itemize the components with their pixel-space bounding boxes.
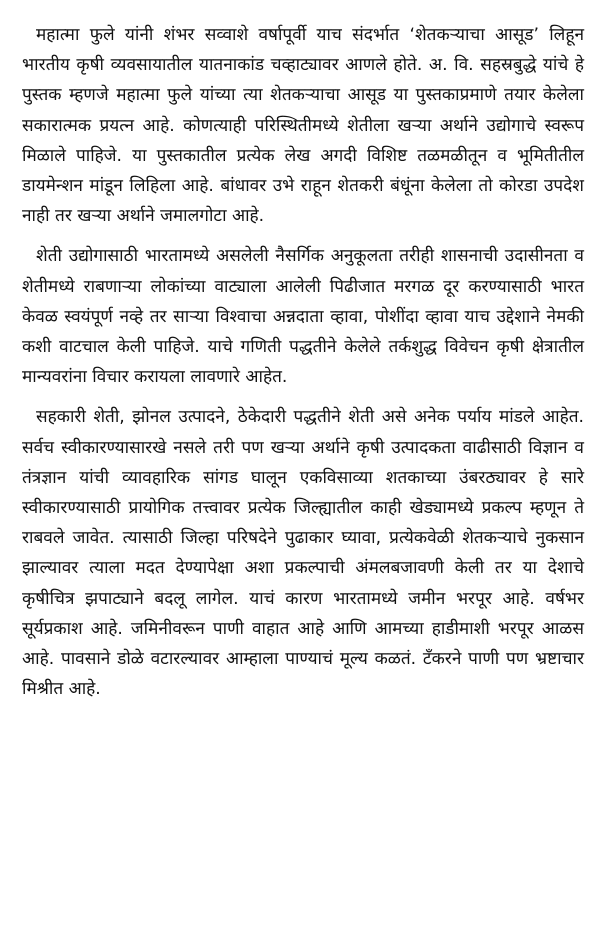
paragraph-text: शेती उद्योगासाठी भारतामध्ये असलेली नैसर्गिक अनुकूलता तरीही शासनाची उदासीनता व शेतीमध्ये राबणाऱ्या लोकांच्या वाट्याला आलेली पिढीजात मरगळ दूर करण्यासाठी भारत केवळ स्वयंपूर्ण नव्हे तर साऱ्या विश्वाचा अन्नदाता व्हावा, पोशींदा व्हावा याच उद्देशाने नेमकी कशी वाटचाल केली पाहिजे. याचे गणिती पद्धतीने केलेले तर्कशुद्ध विवेचन कृषी क्षेत्रातील मान्यवरांना विचार करायला लावणारे आहेत. — [22, 246, 584, 388]
paragraph-text: सहकारी शेती, झोनल उत्पादने, ठेकेदारी पद्धतीने शेती असे अनेक पर्याय मांडले आहेत. सर्वच स्वीकारण्यासारखे नसले तरी पण खऱ्या अर्थाने कृषी उत्पादकता वाढीसाठी विज्ञान व तंत्रज्ञान यांची व्यावहारिक सांगड घालून एकविसाव्या शतकाच्या उंबरठ्यावर हे सारे स्वीकारण्यासाठी प्रायोगिक तत्त्वावर प्रत्येक जिल्ह्यातील काही खेड्यामध्ये प्रकल्प म्हणून ते राबवले जावेत. त्यासाठी जिल्हा परिषदेने पुढाकार घ्यावा, प्रत्येकवेळी शेतकऱ्याचे नुकसान झाल्यावर त्याला मदत देण्यापेक्षा अशा प्रकल्पाची अंमलबजावणी केली तर या देशाचे कृषीचित्र झपाट्याने बदलू लागेल. याचं कारण भारतामध्ये जमीन भरपूर आहे. वर्षभर सूर्यप्रकाश आहे. जमिनीवरून पाणी वाहात आहे आणि आमच्या हाडीमाशी भरपूर आळस आहे. पावसाने डोळे वटारल्यावर आम्हाला पाण्याचं मूल्य कळतं. टँकरने पाणी पण भ्रष्टाचार मिश्रीत आहे. — [22, 407, 584, 700]
paragraph-text: महात्मा फुले यांनी शंभर सव्वाशे वर्षापूर्वी याच संदर्भात ‘शेतकऱ्याचा आसूड’ लिहून भारतीय कृषी व्यवसायातील यातनाकांड चव्हाट्यावर आणले होते. अ. वि. सहस्रबुद्धे यांचे हे पुस्तक म्हणजे महात्मा फुले यांच्या त्या शेतकऱ्याचा आसूड या पुस्तकाप्रमाणे तयार केलेला सकारात्मक प्रयत्न आहे. कोणत्याही परिस्थितीमध्ये शेतीला खऱ्या अर्थाने उद्योगाचे स्वरूप मिळाले पाहिजे. या पुस्तकातील प्रत्येक लेख अगदी विशिष्ट तळमळीतून व भूमितीतील डायमेन्शन मांडून लिहिला आहे. बांधावर उभे राहून शेतकरी बंधूंना केलेला तो कोरडा उपदेश नाही तर खऱ्या अर्थाने जमालगोटा आहे. — [22, 25, 584, 227]
paragraph-cooperative-farming — [22, 402, 584, 704]
paragraph-fule-asud — [22, 20, 584, 231]
paragraph-agriculture-industry — [22, 241, 584, 392]
